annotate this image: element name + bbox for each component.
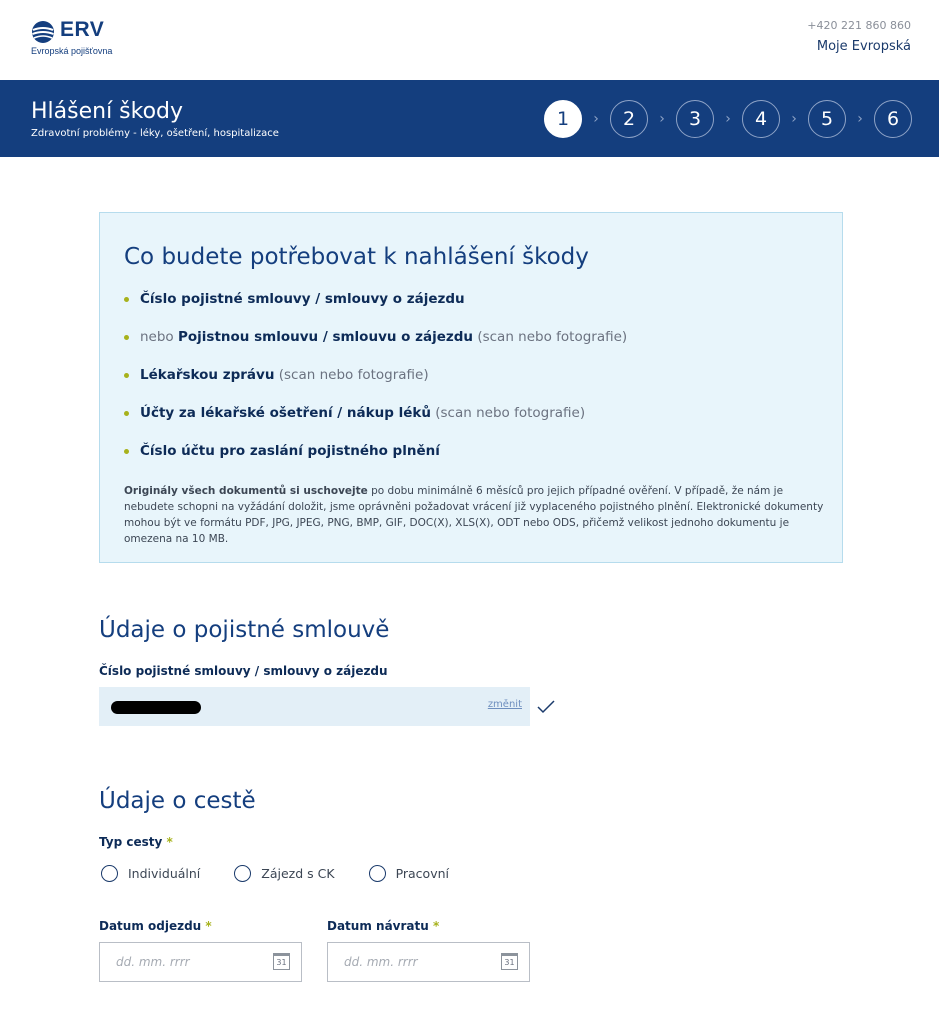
item-bold: Lékařskou zprávu (140, 367, 275, 383)
policy-number-label: Číslo pojistné smlouvy / smlouvy o zájezdu (99, 664, 388, 678)
calendar-icon[interactable]: 31 (501, 953, 518, 970)
page-title: Hlášení škody (31, 99, 184, 124)
radio-label: Zájezd s CK (261, 866, 335, 881)
radio-circle-icon[interactable] (234, 865, 251, 882)
step-2: 2 (610, 100, 648, 138)
checkmark-icon (537, 699, 555, 715)
required-mark: * (166, 835, 173, 849)
trip-section-title: Údaje o cestě (99, 788, 256, 814)
trip-type-label-text: Typ cesty (99, 835, 163, 849)
list-item (124, 367, 627, 405)
radio-label: Individuální (128, 866, 201, 881)
date-placeholder: dd. mm. rrrr (116, 955, 190, 969)
item-bold: Účty za lékařské ošetření / nákup léků (140, 405, 431, 421)
list-item (124, 443, 627, 481)
step-3: 3 (676, 100, 714, 138)
site-header (0, 0, 939, 80)
requirements-title: Co budete potřebovat k nahlášení škody (124, 244, 589, 270)
required-mark: * (432, 919, 440, 933)
erv-logo[interactable] (31, 18, 121, 58)
redacted-policy-number (111, 701, 201, 714)
calendar-icon[interactable]: 31 (273, 953, 290, 970)
note-bold: Originály všech dokumentů si uschovejte (124, 485, 368, 497)
required-mark: * (205, 919, 212, 933)
radio-label: Pracovní (395, 866, 449, 881)
step-4: 4 (742, 100, 780, 138)
page-subtitle: Zdravotní problémy - léky, ošetření, hospitalizace (31, 128, 279, 139)
requirements-info-box (99, 212, 843, 563)
return-date-input[interactable] (327, 942, 530, 982)
logo-text: ERV (60, 18, 105, 41)
return-date-label (327, 919, 439, 933)
globe-logo-icon (31, 20, 55, 44)
step-separator-icon: › (593, 111, 599, 127)
step-5: 5 (808, 100, 846, 138)
requirements-list (124, 291, 627, 481)
radio-circle-icon[interactable] (369, 865, 386, 882)
my-account-link[interactable]: Moje Evropská (816, 39, 911, 54)
policy-section-title: Údaje o pojistné smlouvě (99, 617, 390, 643)
step-separator-icon: › (659, 111, 665, 127)
radio-individual[interactable] (101, 865, 200, 882)
list-item (124, 329, 627, 367)
item-bold: Číslo účtu pro zaslání pojistného plnění (140, 443, 440, 459)
list-item (124, 405, 627, 443)
item-suffix: (scan nebo fotografie) (473, 329, 628, 345)
step-indicator (544, 100, 912, 138)
change-policy-link[interactable]: změnit (487, 699, 522, 710)
logo-subtitle: Evropská pojišťovna (31, 46, 113, 56)
return-label-text: Datum návratu (327, 919, 429, 933)
step-separator-icon: › (857, 111, 863, 127)
trip-type-radio-group (101, 865, 483, 882)
trip-type-label (99, 835, 173, 849)
radio-package-tour[interactable] (234, 865, 334, 882)
step-6: 6 (874, 100, 912, 138)
item-prefix: nebo (140, 329, 178, 345)
claim-banner (0, 80, 939, 157)
step-separator-icon: › (725, 111, 731, 127)
departure-date-input[interactable] (99, 942, 302, 982)
phone-number: +420 221 860 860 (807, 19, 911, 32)
item-suffix: (scan nebo fotografie) (274, 367, 429, 383)
item-bold: Pojistnou smlouvu / smlouvu o zájezdu (177, 329, 474, 345)
list-item (124, 291, 627, 329)
step-separator-icon: › (791, 111, 797, 127)
documents-note (124, 483, 824, 547)
radio-business[interactable] (369, 865, 449, 882)
date-placeholder: dd. mm. rrrr (344, 955, 418, 969)
departure-label-text: Datum odjezdu (99, 919, 202, 933)
radio-circle-icon[interactable] (101, 865, 118, 882)
policy-number-field (99, 687, 530, 726)
note-text: po dobu minimálně 6 měsíců pro jejich případné ověření. V případě, že nám je nebudete schopni na vyžádání doložit, jsme oprávněni požadovat vrácení již vyplaceného pojistného plnění. Elektronické dokumenty mohou být ve formátu PDF, JPG, JPEG, PNG, BMP, GIF, DOC(X), XLS(X), ODT nebo ODS, přičemž velikost jednoho dokumentu je omezena na 10 MB. (124, 485, 824, 545)
departure-date-label (99, 919, 212, 933)
step-1: 1 (544, 100, 582, 138)
item-bold: Číslo pojistné smlouvy / smlouvy o zájezdu (140, 291, 465, 307)
item-suffix: (scan nebo fotografie) (430, 405, 586, 421)
